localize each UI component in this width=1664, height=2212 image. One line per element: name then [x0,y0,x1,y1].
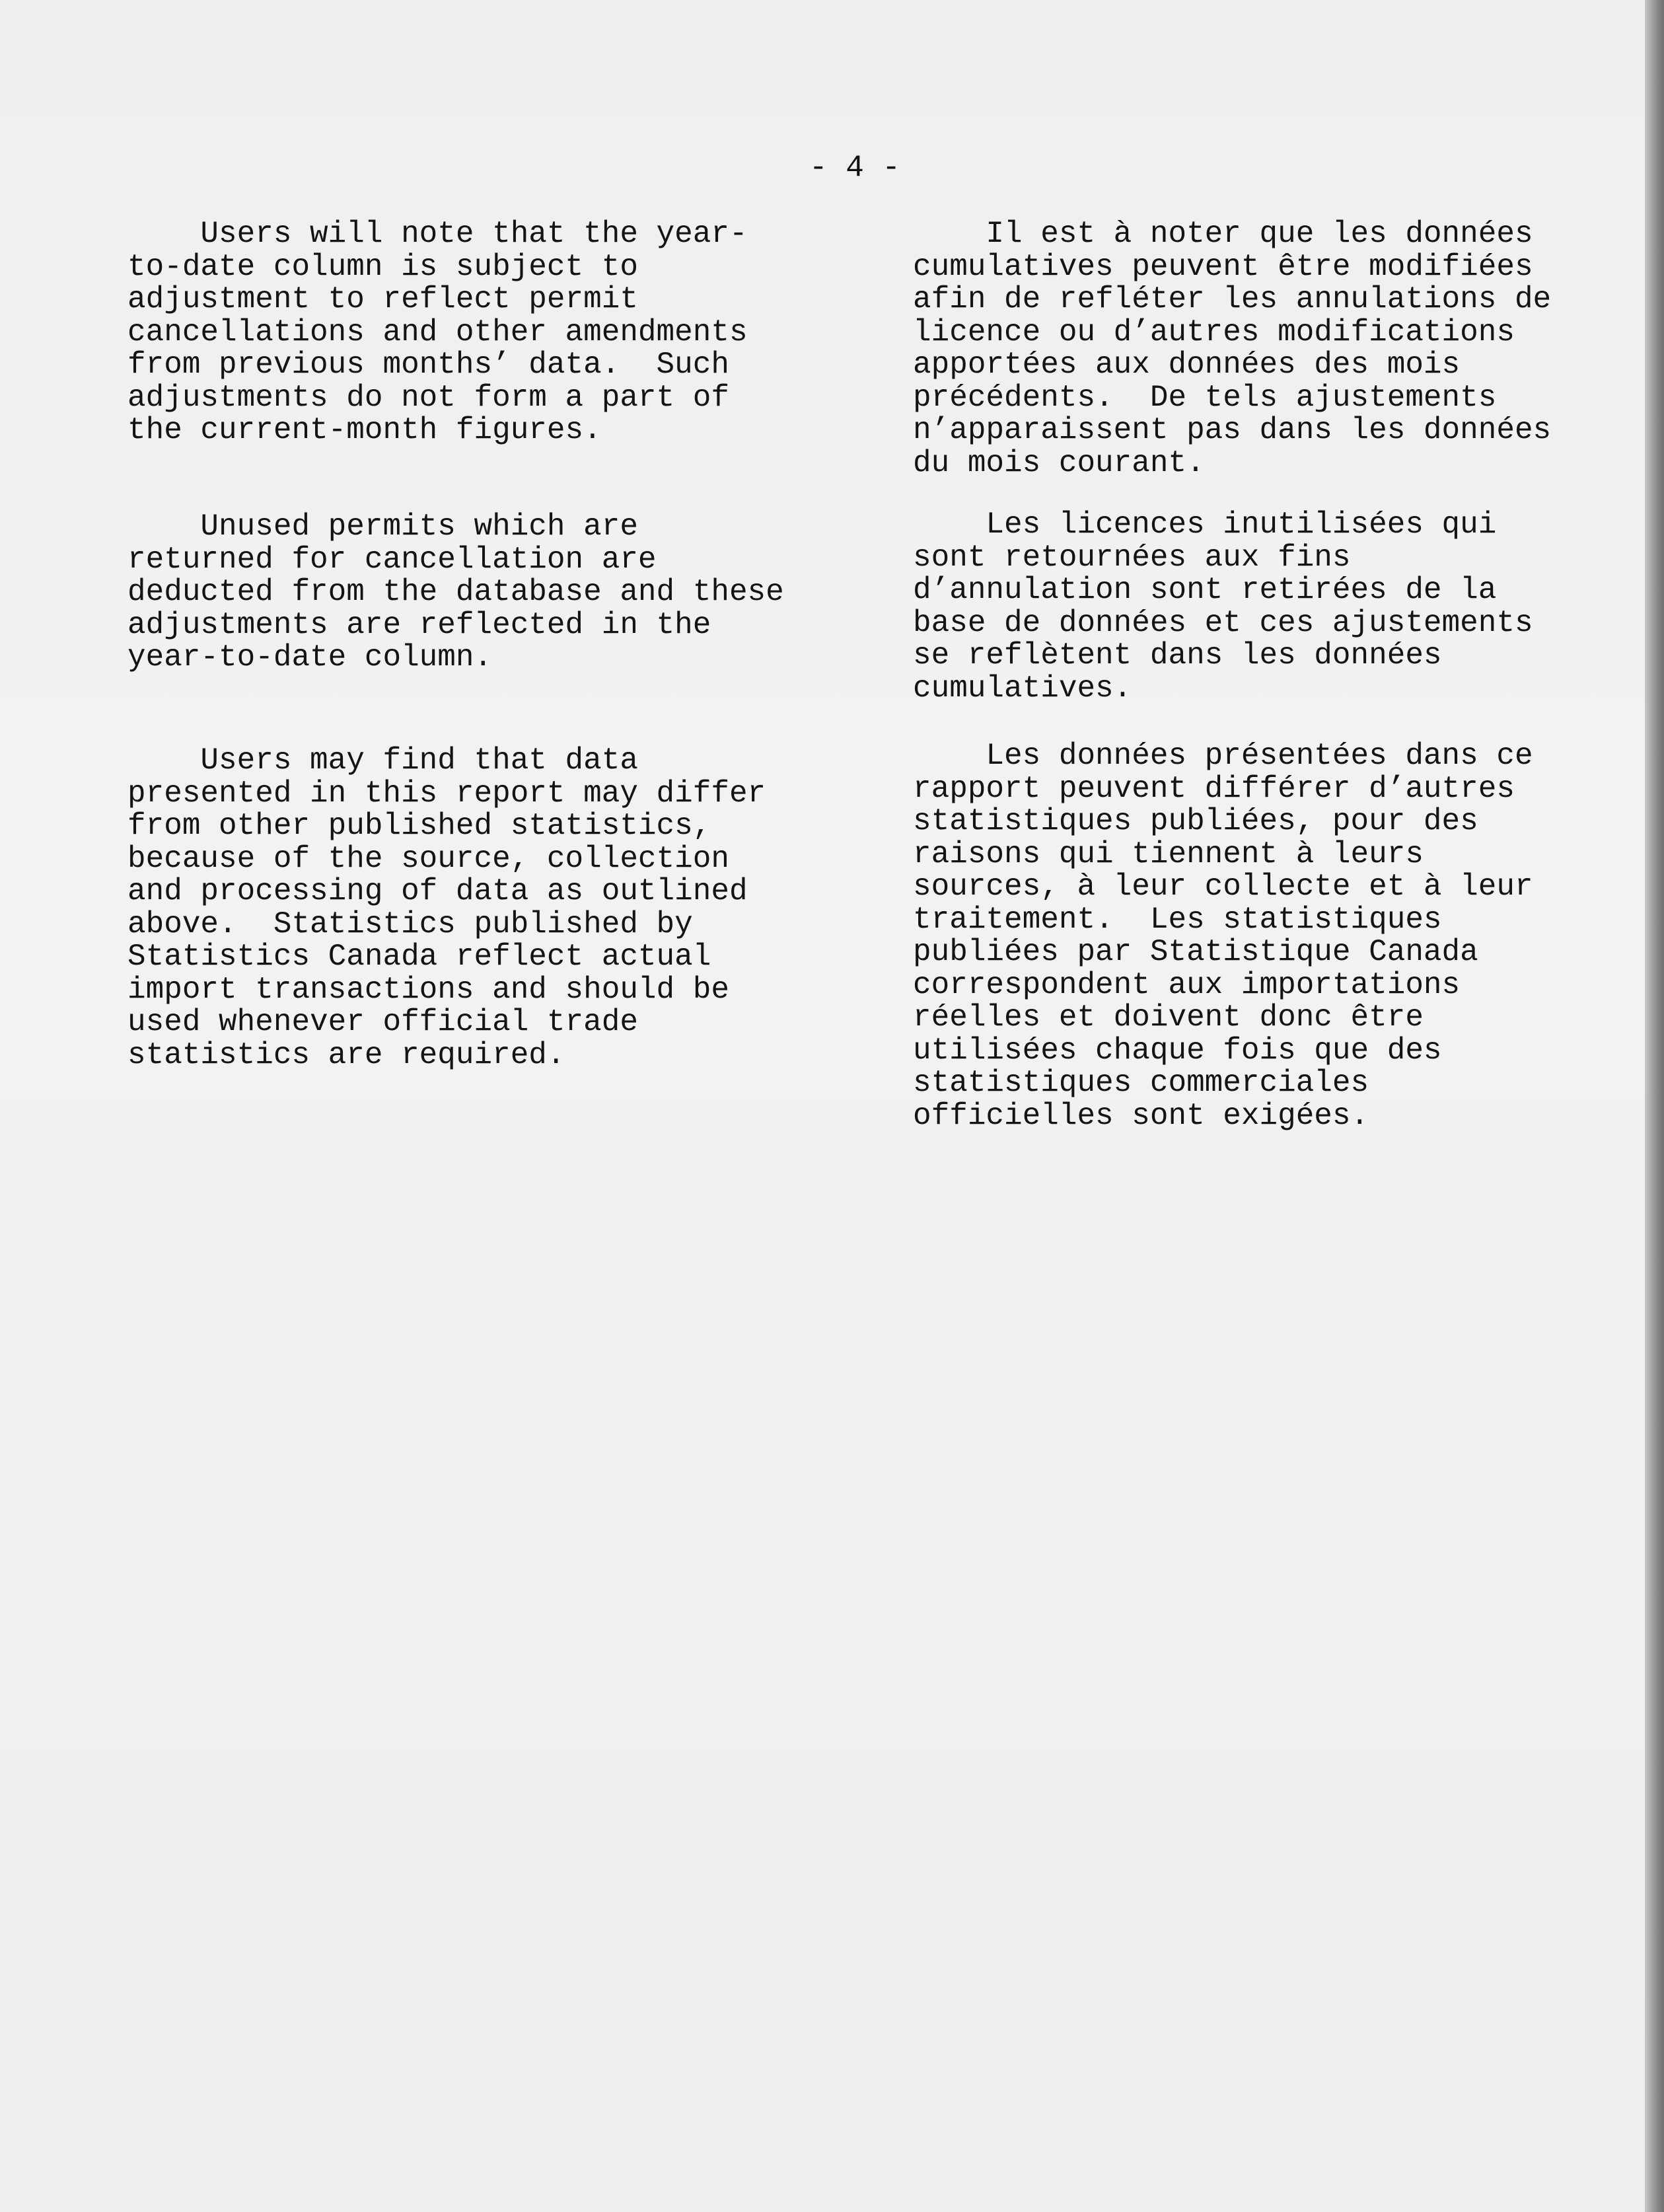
text-line: Statistics Canada reflect actual [127,940,711,974]
text-line: apportées aux données des mois [913,348,1461,382]
text-line: utilisées chaque fois que des [913,1033,1442,1068]
text-line: returned for cancellation are [127,542,657,577]
text-line: sources, à leur collecte et à leur [913,869,1533,904]
text-line: se reflètent dans les données [913,638,1442,673]
text-line: presented in this report may differ [127,776,766,811]
text-line: deducted from the database and these [127,575,784,609]
text-line: year-to-date column. [127,640,493,675]
text-line: publiées par Statistique Canada [913,935,1478,969]
text-line: précédents. De tels ajustements [913,380,1497,415]
text-line: adjustment to reflect permit [127,282,638,316]
text-line: traitement. Les statistiques [913,902,1442,937]
text-line: cumulatives peuvent être modifiées [913,249,1533,284]
text-line: from previous months’ data. Such [127,348,729,382]
text-line: Il est à noter que les données [913,217,1533,251]
text-line: Les données présentées dans ce [913,739,1533,773]
text-line: Users may find that data [127,743,638,778]
text-line: Unused permits which are [127,509,638,544]
text-line: and processing of data as outlined [127,874,748,908]
text-line: to-date column is subject to [127,249,638,284]
text-line: the current-month figures. [127,413,602,447]
text-line: adjustments do not form a part of [127,380,729,415]
text-line: officielles sont exigées. [913,1098,1369,1133]
text-line: statistiques publiées, pour des [913,804,1478,838]
text-line: sont retournées aux fins [913,540,1351,575]
text-line: Users will note that the year- [127,217,748,251]
text-line: afin de refléter les annulations de [913,282,1552,316]
text-line: d’annulation sont retirées de la [913,573,1497,607]
text-line: raisons qui tiennent à leurs [913,836,1424,871]
page-number: - 4 - [809,151,901,185]
english-paragraph-data-differences [127,745,766,1072]
text-line: rapport peuvent différer d’autres [913,771,1515,806]
french-paragraph-donnees-cumulatives [913,218,1551,480]
text-line: because of the source, collection [127,841,729,876]
english-paragraph-year-to-date [127,218,748,447]
text-line: above. Statistics published by [127,906,693,941]
text-line: cancellations and other amendments [127,314,748,350]
text-line: correspondent aux importations [913,967,1461,1002]
text-line: cumulatives. [913,671,1132,706]
text-line: Les licences inutilisées qui [913,507,1497,542]
page-edge-shadow [1645,0,1664,2212]
text-line: base de données et ces ajustements [913,605,1533,640]
text-line: licence ou d’autres modifications [913,314,1515,350]
text-line: statistiques commerciales [913,1066,1369,1100]
text-line: n’apparaissent pas dans les données [913,413,1552,447]
text-line: statistics are required. [127,1037,565,1072]
text-line: from other published statistics, [127,809,711,843]
text-line: du mois courant. [913,445,1205,480]
text-line: import transactions and should be [127,972,729,1007]
french-paragraph-licences-inutilisees [913,509,1533,705]
text-line: adjustments are reflected in the [127,607,711,642]
text-line: used whenever official trade [127,1005,638,1039]
english-paragraph-unused-permits [127,511,784,675]
text-line: réelles et doivent donc être [913,1000,1424,1035]
french-paragraph-donnees-presentees [913,740,1533,1132]
